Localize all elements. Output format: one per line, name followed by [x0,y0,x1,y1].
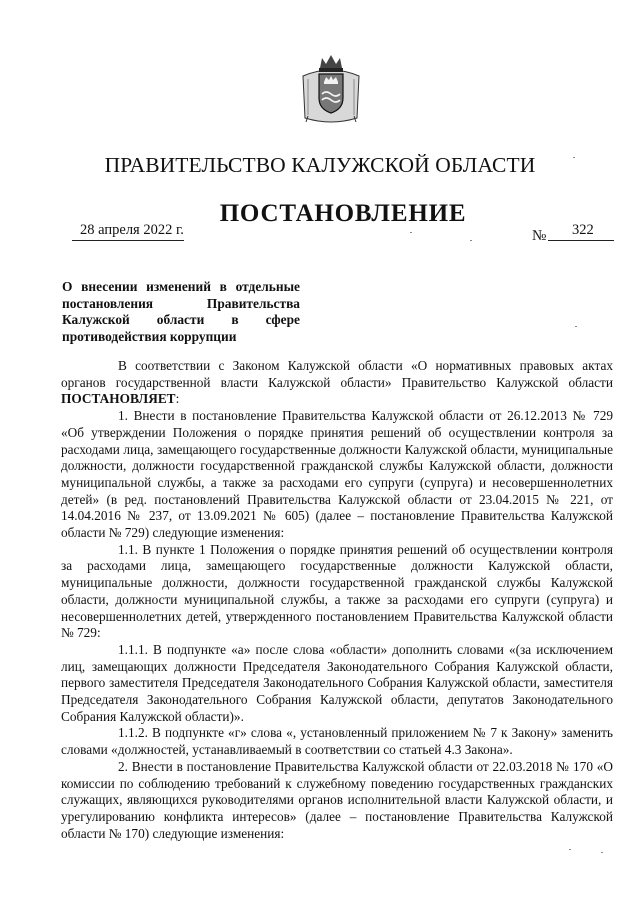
paragraph-1: 1. Внести в постановление Правительства Калужской области от 26.12.2013 № 729 «Об утверждении Положения о порядке принятия решений об осуществлении контроля за расходами лица, замещающего государственные должности Калужской области, муниципальные должности, должности государственной гражданской службы Калужской области, должности муниципальной службы, а также за расходами его супруги (супруга) и несовершеннолетних детей» (в ред. постановлений Правительства Калужской области от 23.04.2015 № 221, от 14.04.2016 № 237, от 13.09.2021 № 605) (далее – постановление Правительства Калужской области № 729) следующие изменения: [61,408,613,541]
paragraph-1-1-1: 1.1.1. В подпункте «а» после слова «области» дополнить словами «(за исключением лиц, замещающих должности Председателя Законодательного Собрания Калужской области, первого заместителя Председателя Законодательного Собрания Калужской области, заместителя Председателя Законодательного Собрания Калужской области, депутатов Законодательного Собрания Калужской области)». [61,641,613,724]
decree-word: ПОСТАНОВЛЯЕТ [61,391,176,407]
scan-speck [575,326,577,327]
coat-of-arms-icon [300,52,362,124]
scan-speck [573,157,575,158]
decree-colon: : [175,391,180,407]
document-body [61,358,613,842]
paragraph-1-1-2: 1.1.2. В подпункте «г» слова «, установленный приложением № 7 к Закону» заменить словами «должностей, устанавливаемый в соответствии со статьей 4.3 Закона». [61,725,613,758]
document-subject: О внесении изменений в отдельные постановления Правительства Калужской области в сфере противодействия коррупции [62,279,300,344]
scan-speck [601,852,603,853]
scan-speck [569,849,571,850]
document-date: 28 апреля 2022 г. [80,222,184,238]
number-label: № [532,228,547,244]
government-title: ПРАВИТЕЛЬСТВО КАЛУЖСКОЙ ОБЛАСТИ [104,153,536,177]
paragraph-2: 2. Внести в постановление Правительства Калужской области от 22.03.2018 № 170 «О комиссии по соблюдению требований к служебному поведению государственных гражданских служащих, являющихся руководителями органов исполнительной власти Калужской области, и урегулированию конфликта интересов» (далее – постановление Правительства Калужской области № 170) следующие изменения: [61,758,613,841]
document-type-title: ПОСТАНОВЛЕНИЕ [219,200,467,227]
scan-speck [470,240,472,241]
preamble-text: В соответствии с Законом Калужской области «О нормативных правовых актах органов государственной власти Калужской области» Правительство Калужской области [61,358,613,390]
scan-speck [410,232,412,233]
coat-of-arms-emblem [300,52,362,124]
date-underline [72,240,184,241]
number-underline [548,240,614,241]
paragraph-1-1: 1.1. В пункте 1 Положения о порядке принятия решений об осуществлении контроля за расходами лица, замещающего государственные должности Калужской области, муниципальные должности, должности государственной гражданской службы Калужской области, должности муниципальной службы, а также за расходами его супруги (супруга) и несовершеннолетних детей, утвержденного постановлением Правительства Калужской области № 729: [61,541,613,641]
preamble-paragraph [61,358,613,408]
document-number: 322 [572,222,594,238]
